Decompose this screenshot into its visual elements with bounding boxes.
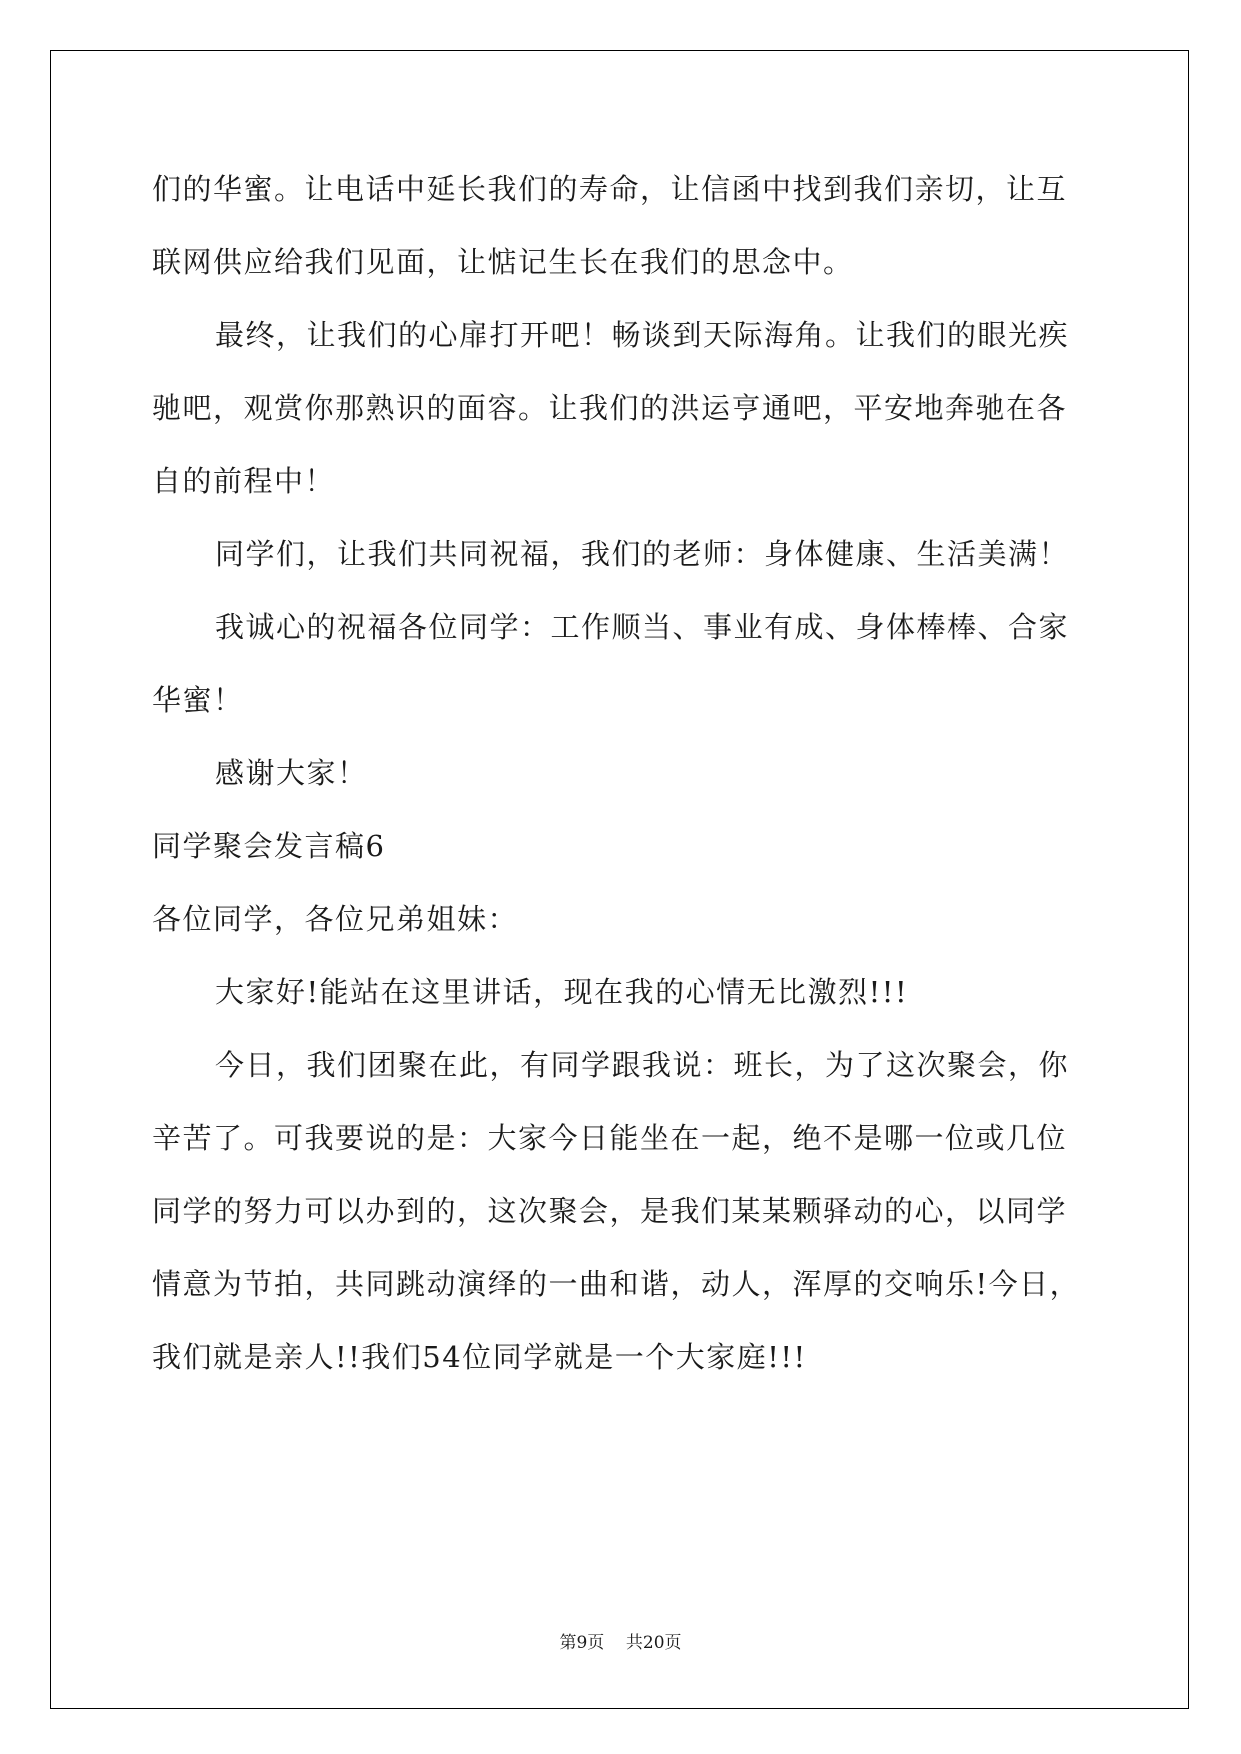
- paragraph-line: 最终，让我们的心扉打开吧！畅谈到天际海角。让我们的眼光疾: [215, 318, 1070, 352]
- paragraph-line: 自的前程中！: [152, 464, 336, 498]
- paragraph-line: 大家好!能站在这里讲话，现在我的心情无比激烈!!!: [215, 975, 909, 1009]
- page-border: [50, 50, 1189, 1709]
- paragraph-line: 驰吧，观赏你那熟识的面容。让我们的洪运亨通吧，平安地奔驰在各: [152, 391, 1068, 425]
- paragraph-line: 我们就是亲人!!我们54位同学就是一个大家庭!!!: [152, 1340, 807, 1374]
- paragraph-line: 我诚心的祝福各位同学：工作顺当、事业有成、身体棒棒、合家: [215, 610, 1070, 644]
- page-footer: 第9页 共20页: [559, 1633, 682, 1653]
- paragraph-line: 今日，我们团聚在此，有同学跟我说：班长，为了这次聚会，你: [215, 1048, 1070, 1082]
- paragraph-line: 华蜜！: [152, 683, 244, 717]
- paragraph-line: 情意为节拍，共同跳动演绎的一曲和谐，动人，浑厚的交响乐!今日，: [152, 1267, 1081, 1301]
- paragraph-line: 同学们，让我们共同祝福，我们的老师：身体健康、生活美满！: [215, 537, 1070, 571]
- section-heading: 同学聚会发言稿6: [152, 829, 386, 863]
- paragraph-line: 同学的努力可以办到的，这次聚会，是我们某某颗驿动的心，以同学: [152, 1194, 1068, 1228]
- salutation: 各位同学，各位兄弟姐妹：: [152, 902, 519, 936]
- paragraph-line: 们的华蜜。让电话中延长我们的寿命，让信函中找到我们亲切，让互: [152, 172, 1068, 206]
- paragraph-line: 辛苦了。可我要说的是：大家今日能坐在一起，绝不是哪一位或几位: [152, 1121, 1068, 1155]
- paragraph-line: 感谢大家！: [215, 756, 368, 790]
- paragraph-line: 联网供应给我们见面，让惦记生长在我们的思念中。: [152, 245, 854, 279]
